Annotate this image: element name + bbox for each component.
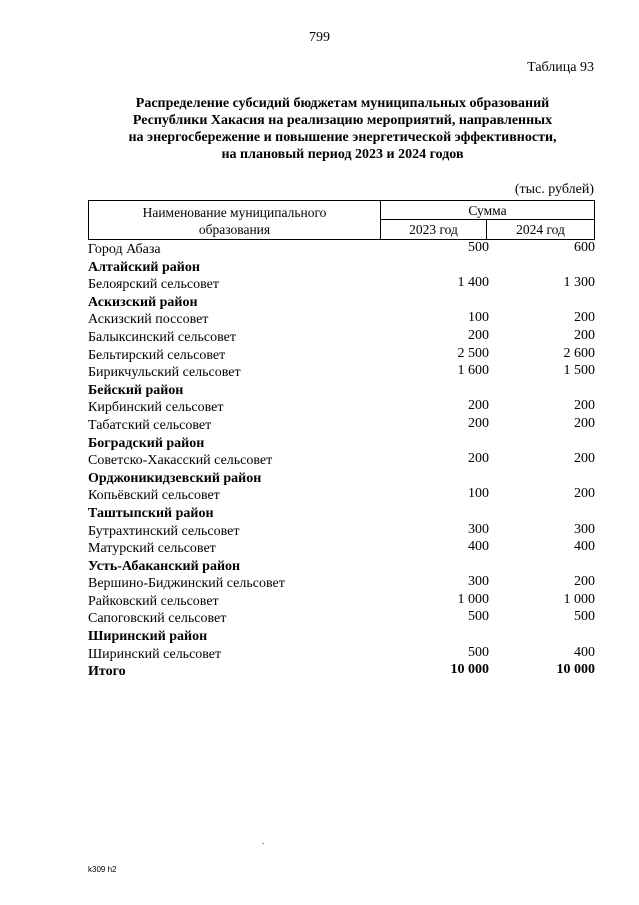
row-name: Копьёвский сельсовет [88,488,220,504]
units-label: (тыс. рублей) [514,182,594,197]
table-label: Таблица 93 [527,60,594,75]
table-header [88,200,595,240]
row-name: Бутрахтинский сельсовет [88,523,240,539]
row-name: Таштыпский район [88,505,214,521]
value-2024: 1 300 [563,275,595,291]
row-name: Райковский сельсовет [88,593,219,609]
value-2024: 600 [574,240,595,255]
district-row [88,470,595,488]
row-name: Бейский район [88,382,184,398]
value-2024: 300 [574,521,595,537]
total-row [88,663,595,681]
table-row [88,610,595,628]
district-row [88,259,595,277]
value-2024: 200 [574,451,595,467]
title-line: на плановый период 2023 и 2024 годов [221,147,464,162]
footer-code: k309 h2 [88,865,117,874]
value-2024: 200 [574,574,595,590]
header-name-line2: образования [198,222,271,237]
table-row [88,347,595,365]
table-row [88,311,595,329]
value-2024: 1 500 [563,363,595,379]
row-name: Вершино-Биджинский сельсовет [88,576,285,592]
table-row [88,593,595,611]
value-2024: 2 600 [563,345,595,361]
table-row [88,329,595,347]
table-row [88,276,595,294]
value-2023: 10 000 [450,662,489,678]
header-name-line1: Наименование муниципального [142,205,327,220]
row-name: Кирбинский сельсовет [88,400,224,416]
row-name: Аскизский район [88,294,198,310]
row-name: Аскизский поссовет [88,312,209,328]
table-body [88,241,595,681]
district-row [88,558,595,576]
value-2023: 500 [468,644,489,660]
row-name: Бельтирский сельсовет [88,347,226,363]
row-name: Балыксинский сельсовет [88,329,236,345]
value-2024: 500 [574,609,595,625]
value-2023: 500 [468,240,489,255]
district-row [88,382,595,400]
value-2023: 300 [468,521,489,537]
row-name: Орджоникидзевский район [88,470,262,486]
row-name: Алтайский район [88,259,200,275]
header-name-column [89,201,381,239]
value-2023: 100 [468,310,489,326]
value-2023: 1 000 [457,591,489,607]
table-row [88,364,595,382]
value-2024: 400 [574,539,595,555]
row-name: Сапоговский сельсовет [88,611,227,627]
row-name: Бирикчульский сельсовет [88,365,241,381]
title-line: Республики Хакасия на реализацию мероприятий, направленных [132,113,553,128]
row-name: Итого [88,664,126,680]
value-2023: 100 [468,486,489,502]
table-row [88,575,595,593]
row-name: Ширинский сельсовет [88,646,222,662]
row-name: Усть-Абаканский район [88,558,241,574]
document-title [90,95,595,163]
header-sum: Сумма [381,201,594,220]
value-2023: 2 500 [457,345,489,361]
value-2024: 1 000 [563,591,595,607]
value-2024: 400 [574,644,595,660]
district-row [88,435,595,453]
value-2023: 200 [468,398,489,414]
title-line: Распределение субсидий бюджетам муниципальных образований [135,96,550,111]
value-2024: 200 [574,327,595,343]
value-2024: 200 [574,398,595,414]
value-2023: 200 [468,327,489,343]
table-row [88,417,595,435]
row-name: Белоярский сельсовет [88,277,219,293]
header-year-2024: 2024 год [516,222,565,237]
table-row [88,487,595,505]
row-name: Матурский сельсовет [88,541,216,557]
scan-speck [262,843,264,844]
table-row [88,523,595,541]
row-name: Ширинский район [88,629,208,645]
table-row [88,540,595,558]
value-2023: 200 [468,451,489,467]
value-2024: 10 000 [556,662,595,678]
value-2023: 400 [468,539,489,555]
value-2023: 300 [468,574,489,590]
row-name: Советско-Хакасский сельсовет [88,453,273,469]
value-2023: 200 [468,415,489,431]
table-row [88,241,595,259]
page-number: 799 [309,30,330,45]
district-row [88,628,595,646]
table-row [88,452,595,470]
row-name: Город Абаза [88,242,161,257]
title-line: на энергосбережение и повышение энергетической эффективности, [128,130,557,145]
row-name: Боградский район [88,435,205,451]
district-row [88,294,595,312]
value-2023: 500 [468,609,489,625]
value-2024: 200 [574,310,595,326]
table-row [88,646,595,664]
value-2023: 1 400 [457,275,489,291]
district-row [88,505,595,523]
value-2024: 200 [574,486,595,502]
value-2023: 1 600 [457,363,489,379]
value-2024: 200 [574,415,595,431]
row-name: Табатский сельсовет [88,417,212,433]
header-year-2023: 2023 год [381,220,487,239]
table-row [88,399,595,417]
